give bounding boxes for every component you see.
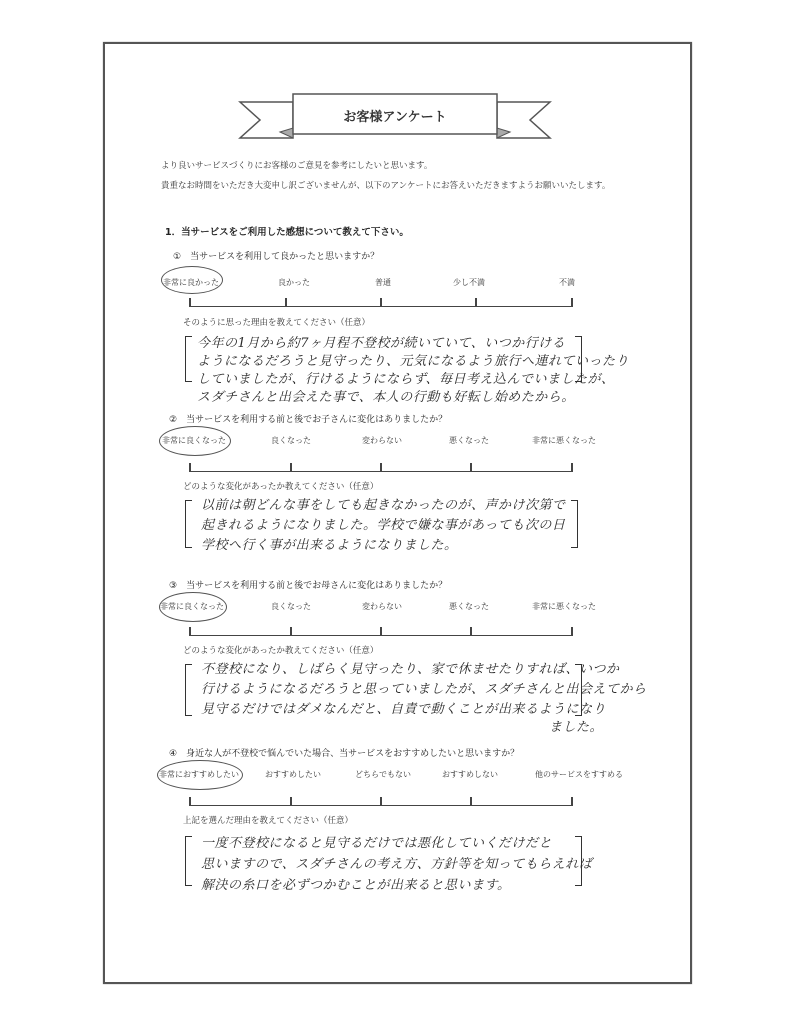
q4-option-5[interactable]: 他のサービスをすすめる	[534, 770, 624, 779]
q2-option-5[interactable]: 非常に悪くなった	[532, 436, 596, 445]
q1-answer-line-1: 今年の1月から約7ヶ月程不登校が続いていて、いつか行ける	[197, 336, 566, 351]
q2-bracket-right	[571, 500, 578, 548]
q1-option-1[interactable]: 非常に良かった	[163, 278, 219, 287]
q3-option-3[interactable]: 変わらない	[362, 602, 402, 611]
intro-line-1: より良いサービスづくりにお客様のご意見を参考にしたいと思います。	[161, 161, 433, 171]
q2-reason-label: どのような変化があったか教えてください（任意）	[183, 482, 379, 492]
q1-reason-label: そのように思った理由を教えてください（任意）	[183, 318, 371, 328]
q3-answer-line-3: 見守るだけではダメなんだと、自責で動くことが出来るようになり	[201, 702, 607, 717]
q3-answer-line-2: 行けるようになるだろうと思っていましたが、スダチさんと出会えてから	[201, 682, 647, 697]
q2-option-4[interactable]: 悪くなった	[449, 436, 489, 445]
intro-line-2: 貴重なお時間をいただき大変申し訳ございませんが、以下のアンケートにお答えいただきますようお願いいたします。	[161, 181, 611, 191]
q3-option-1[interactable]: 非常に良くなった	[160, 602, 224, 611]
q3-option-4[interactable]: 悪くなった	[449, 602, 489, 611]
section-1-heading: 1．当サービスをご利用した感想について教えて下さい。	[165, 227, 409, 238]
q3-question: ③ 当サービスを利用する前と後でお母さんに変化はありましたか？	[169, 581, 448, 591]
q4-option-2[interactable]: おすすめしたい	[264, 770, 322, 779]
q4-reason-label: 上記を選んだ理由を教えてください（任意）	[183, 816, 354, 826]
q4-answer-line-3: 解決の糸口を必ずつかむことが出来ると思います。	[201, 878, 511, 893]
q1-question: ① 当サービスを利用して良かったと思いますか？	[173, 252, 380, 262]
q1-bracket-left	[185, 336, 192, 382]
q4-scale	[189, 796, 573, 806]
q3-option-2[interactable]: 良くなった	[271, 602, 311, 611]
q4-option-1[interactable]: 非常におすすめしたい	[158, 770, 240, 779]
q2-option-3[interactable]: 変わらない	[362, 436, 402, 445]
q3-reason-label: どのような変化があったか教えてください（任意）	[183, 646, 379, 656]
q1-answer-line-3: していましたが、行けるようにならず、毎日考え込んでいましたが、	[197, 372, 615, 387]
q3-answer-line-1: 不登校になり、しばらく見守ったり、家で休ませたりすれば、いつか	[201, 662, 620, 677]
q4-option-3[interactable]: どちらでもない	[355, 770, 411, 779]
q1-option-3[interactable]: 普通	[375, 278, 391, 287]
q2-option-1[interactable]: 非常に良くなった	[162, 436, 226, 445]
q4-answer-line-2: 思いますので、スダチさんの考え方、方針等を知ってもらえれば	[201, 857, 593, 872]
q1-answer-line-2: ようになるだろうと見守ったり、元気になるよう旅行へ連れていったり	[197, 354, 630, 369]
q3-option-5[interactable]: 非常に悪くなった	[532, 602, 596, 611]
q4-question: ④ 身近な人が不登校で悩んでいた場合、当サービスをおすすめしたいと思いますか？	[169, 749, 520, 759]
survey-title: お客様アンケート	[343, 110, 447, 125]
q2-bracket-left	[185, 500, 192, 548]
q2-answer-line-2: 起きれるようになりました。学校で嫌な事があっても次の日	[201, 518, 566, 533]
q1-option-4[interactable]: 少し不満	[453, 278, 485, 287]
q2-question: ② 当サービスを利用する前と後でお子さんに変化はありましたか？	[169, 415, 448, 425]
q1-answer-line-4: スダチさんと出会えた事で、本人の行動も好転し始めたから。	[197, 390, 575, 405]
q3-scale	[189, 626, 573, 636]
q2-answer-line-1: 以前は朝どんな事をしても起きなかったのが、声かけ次第で	[201, 498, 566, 513]
q1-scale	[189, 297, 573, 307]
q1-option-2[interactable]: 良かった	[278, 278, 310, 287]
q4-answer-line-1: 一度不登校になると見守るだけでは悪化していくだけだと	[201, 836, 553, 851]
q4-bracket-left	[185, 836, 192, 886]
q1-option-5[interactable]: 不満	[559, 278, 575, 287]
q4-option-4[interactable]: おすすめしない	[441, 770, 499, 779]
q3-bracket-left	[185, 664, 192, 716]
q3-answer-line-4: ました。	[549, 720, 604, 735]
survey-sheet	[103, 42, 692, 984]
q2-answer-line-3: 学校へ行く事が出来るようになりました。	[201, 538, 458, 553]
q2-option-2[interactable]: 良くなった	[271, 436, 311, 445]
q2-scale	[189, 462, 573, 472]
